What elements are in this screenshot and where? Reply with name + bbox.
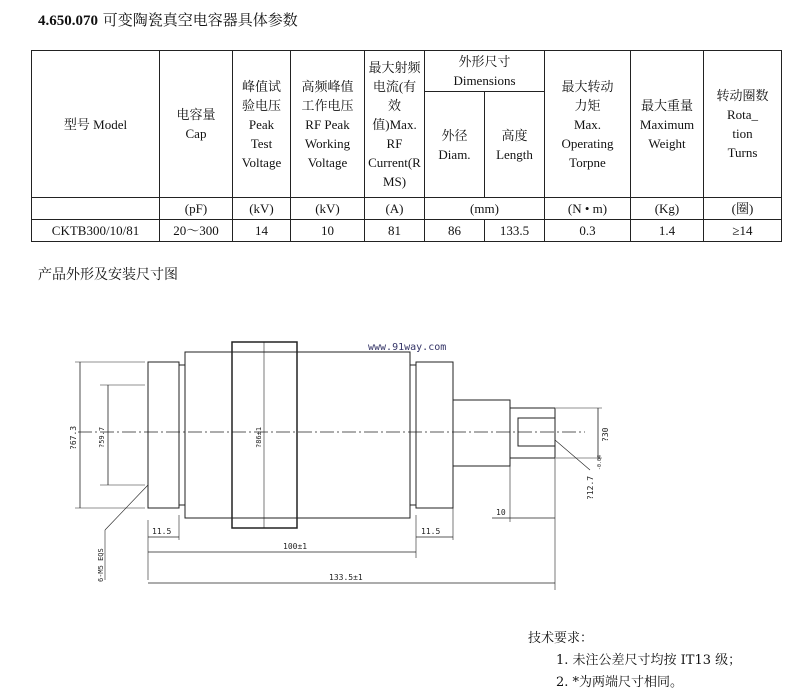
technical-notes [528,628,741,694]
spec-code: 4.650.070 [38,13,98,29]
header-turns: 转动圈数 Rota_ tion Turns [704,51,782,198]
dim-10: 10 [496,508,506,517]
data-cell: 81 [365,220,425,242]
header-model: 型号 Model [32,51,160,198]
unit-cell: (A) [365,198,425,220]
left-terminal [148,362,179,508]
note-item: 2. *为两端尺寸相同。 [556,675,684,690]
header-weight: 最大重量 Maximum Weight [631,51,704,198]
spec-table [31,50,782,242]
dim-1335: 133.5±1 [329,573,363,582]
watermark: www.91way.com [368,342,447,353]
unit-cell: (N • m) [545,198,631,220]
unit-cell: (kV) [233,198,291,220]
data-cell: CKTB300/10/81 [32,220,160,242]
unit-cell: (圈) [704,198,782,220]
header-rf-peak: 高频峰值 工作电压 RF Peak Working Voltage [291,51,365,198]
data-cell: ≥14 [704,220,782,242]
unit-cell: (Kg) [631,198,704,220]
header-current: 最大射频 电流(有 效 值)Max. RF Current(R MS) [365,51,425,198]
header-diam: 外径 Diam. [425,92,485,198]
header-cap: 电容量 Cap [160,51,233,198]
header-peak-voltage: 峰值试 验电压 Peak Test Voltage [233,51,291,198]
header-dimensions: 外形尺寸 Dimensions [425,51,545,92]
dim-115-right: 11.5 [421,527,441,536]
data-cell: 0.3 [545,220,631,242]
note-item: 1. 未注公差尺寸均按 IT13 级； [556,653,742,668]
header-length: 高度 Length [485,92,545,198]
dim-100: 100±1 [283,542,308,551]
dimension-drawing [0,290,800,610]
data-cell: 10 [291,220,365,242]
capacitor-flange [232,342,297,528]
section-title: 产品外形及安装尺寸图 [38,267,178,283]
thread-label: 6-M5 EQS [97,548,105,582]
unit-cell: (kV) [291,198,365,220]
data-cell: 1.4 [631,220,704,242]
spec-title: 可变陶瓷真空电容器具体参数 [102,11,298,29]
dim-d12: ?12.7 [586,475,595,500]
dim-d12-tol: -0.04 [597,454,603,470]
units-row [32,198,782,220]
data-cell: 14 [233,220,291,242]
right-terminal [416,362,453,508]
dim-d67: ?67.3 [69,425,78,450]
unit-cell: (mm) [425,198,545,220]
dim-115-left: 11.5 [152,527,172,536]
data-cell: 133.5 [485,220,545,242]
notes-title: 技术要求： [528,631,594,646]
dim-d59: ?59.7 [98,426,106,448]
data-cell: 86 [425,220,485,242]
header-torque: 最大转动 力矩 Max. Operating Torpne [545,51,631,198]
page-title [38,9,298,30]
units-empty [32,198,160,220]
shaft [510,408,555,458]
dim-d86: ?86±1 [255,426,263,448]
data-cell: 20～300 [160,220,233,242]
dim-d30: ?30 [601,427,610,442]
unit-cell: (pF) [160,198,233,220]
data-row [32,220,782,242]
